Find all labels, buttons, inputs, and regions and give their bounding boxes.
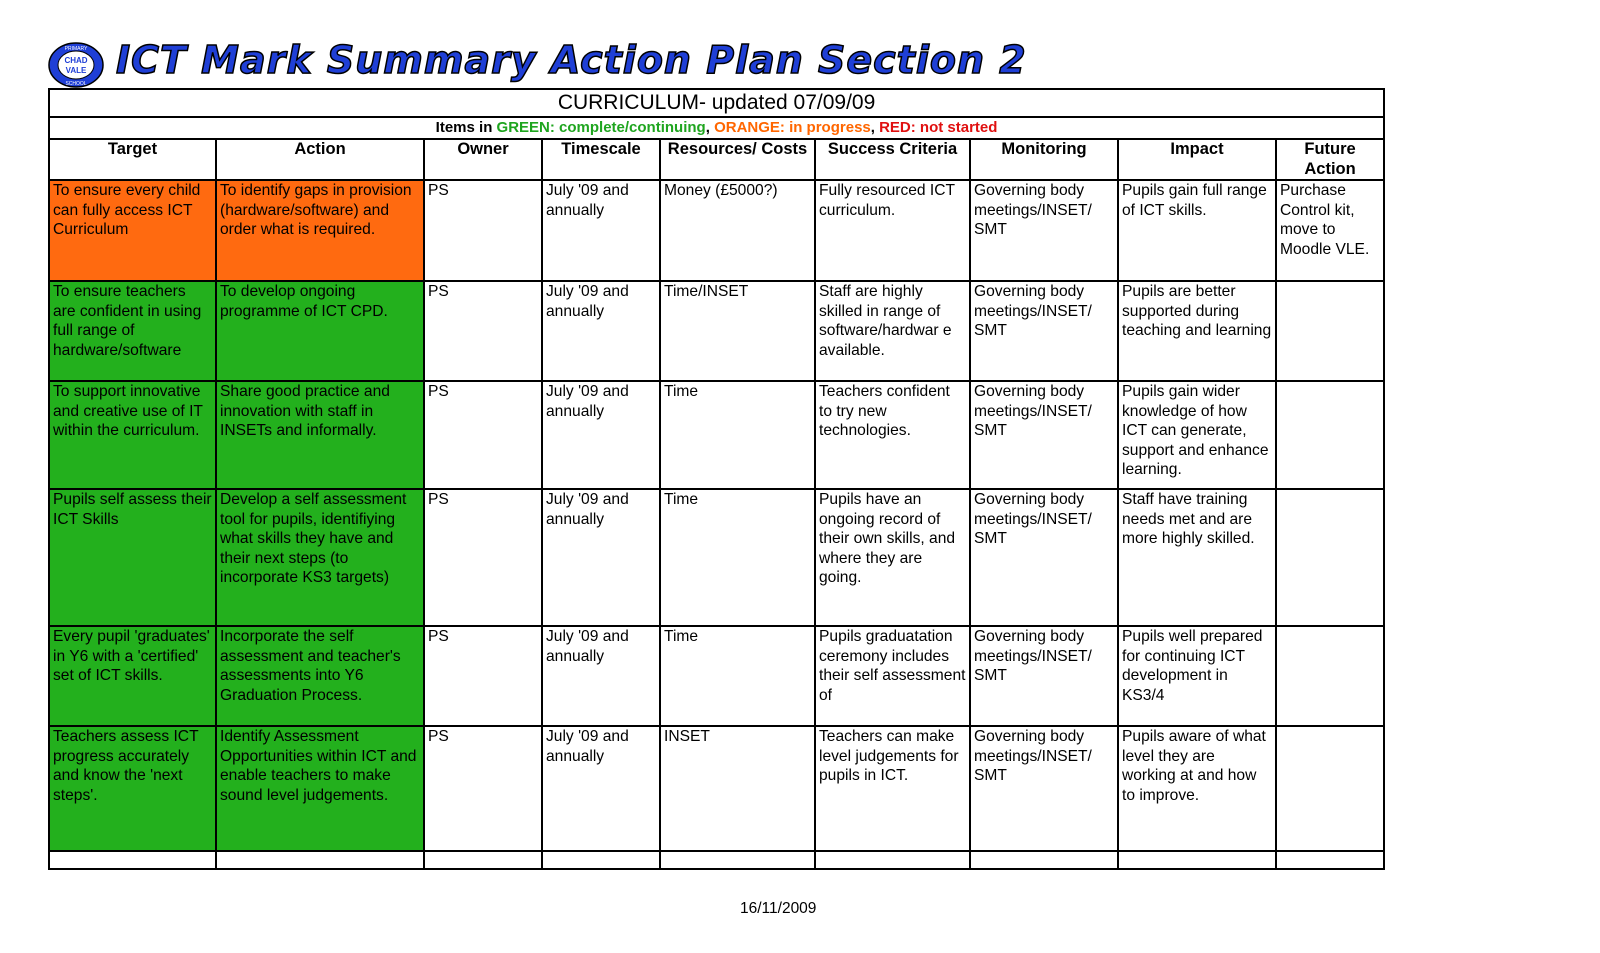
legend-green: GREEN: complete/continuing bbox=[496, 119, 706, 136]
owner-cell: PS bbox=[424, 381, 542, 489]
empty-cell bbox=[424, 851, 542, 869]
target-cell: Every pupil 'graduates' in Y6 with a 'certified' set of ICT skills. bbox=[49, 626, 216, 726]
future-action-cell bbox=[1276, 489, 1384, 626]
impact-cell: Pupils are better supported during teaching and learning bbox=[1118, 281, 1276, 381]
section-title: CURRICULUM- updated 07/09/09 bbox=[49, 89, 1384, 117]
resources-cell: Time/INSET bbox=[660, 281, 815, 381]
table-row bbox=[49, 180, 1384, 281]
target-cell: To ensure teachers are confident in using full range of hardware/software bbox=[49, 281, 216, 381]
target-cell: To ensure every child can fully access ICT Curriculum bbox=[49, 180, 216, 281]
header-row bbox=[49, 139, 1384, 180]
resources-cell: Time bbox=[660, 489, 815, 626]
future-action-cell bbox=[1276, 381, 1384, 489]
action-cell: Identify Assessment Opportunities within ICT and enable teachers to make sound level judgements. bbox=[216, 726, 424, 851]
resources-cell: Time bbox=[660, 626, 815, 726]
header-future-action: Future Action bbox=[1276, 139, 1384, 180]
impact-cell: Pupils gain wider knowledge of how ICT can generate, support and enhance learning. bbox=[1118, 381, 1276, 489]
action-cell: To develop ongoing programme of ICT CPD. bbox=[216, 281, 424, 381]
header-resources: Resources/ Costs bbox=[660, 139, 815, 180]
logo-text-chad: CHAD bbox=[64, 56, 88, 65]
footer-date: 16/11/2009 bbox=[740, 900, 817, 917]
monitoring-cell: Governing body meetings/INSET/ SMT bbox=[970, 381, 1118, 489]
logo-text-top: PRIMARY bbox=[64, 46, 88, 52]
future-action-cell bbox=[1276, 626, 1384, 726]
empty-cell bbox=[1118, 851, 1276, 869]
timescale-cell: July '09 and annually bbox=[542, 726, 660, 851]
empty-cell bbox=[49, 851, 216, 869]
header-target: Target bbox=[49, 139, 216, 180]
timescale-cell: July '09 and annually bbox=[542, 281, 660, 381]
monitoring-cell: Governing body meetings/INSET/ SMT bbox=[970, 180, 1118, 281]
future-action-cell bbox=[1276, 281, 1384, 381]
action-cell: Share good practice and innovation with staff in INSETs and informally. bbox=[216, 381, 424, 489]
action-cell: Develop a self assessment tool for pupils, identifiying what skills they have and their next steps (to incorporate KS3 targets) bbox=[216, 489, 424, 626]
impact-cell: Staff have training needs met and are more highly skilled. bbox=[1118, 489, 1276, 626]
legend-sep-1: , bbox=[705, 119, 715, 136]
success-criteria-cell: Fully resourced ICT curriculum. bbox=[815, 180, 970, 281]
owner-cell: PS bbox=[424, 626, 542, 726]
header-timescale: Timescale bbox=[542, 139, 660, 180]
target-cell: Pupils self assess their ICT Skills bbox=[49, 489, 216, 626]
timescale-cell: July '09 and annually bbox=[542, 381, 660, 489]
target-cell: To support innovative and creative use of IT within the curriculum. bbox=[49, 381, 216, 489]
header-action: Action bbox=[216, 139, 424, 180]
empty-cell bbox=[216, 851, 424, 869]
header-impact: Impact bbox=[1118, 139, 1276, 180]
monitoring-cell: Governing body meetings/INSET/ SMT bbox=[970, 489, 1118, 626]
monitoring-cell: Governing body meetings/INSET/ SMT bbox=[970, 281, 1118, 381]
header-owner: Owner bbox=[424, 139, 542, 180]
monitoring-cell: Governing body meetings/INSET/ SMT bbox=[970, 626, 1118, 726]
owner-cell: PS bbox=[424, 281, 542, 381]
future-action-cell: Purchase Control kit, move to Moodle VLE. bbox=[1276, 180, 1384, 281]
header-monitoring: Monitoring bbox=[970, 139, 1118, 180]
action-plan-table bbox=[48, 88, 1385, 870]
empty-cell bbox=[970, 851, 1118, 869]
impact-cell: Pupils aware of what level they are working at and how to improve. bbox=[1118, 726, 1276, 851]
legend-orange: ORANGE: in progress bbox=[714, 119, 871, 136]
timescale-cell: July '09 and annually bbox=[542, 626, 660, 726]
success-criteria-cell: Teachers can make level judgements for pupils in ICT. bbox=[815, 726, 970, 851]
action-cell: Incorporate the self assessment and teacher's assessments into Y6 Graduation Process. bbox=[216, 626, 424, 726]
empty-cell bbox=[660, 851, 815, 869]
table-row bbox=[49, 726, 1384, 851]
logo-text-vale: VALE bbox=[65, 66, 87, 75]
empty-row bbox=[49, 851, 1384, 869]
timescale-cell: July '09 and annually bbox=[542, 180, 660, 281]
success-criteria-cell: Pupils have an ongoing record of their own skills, and where they are going. bbox=[815, 489, 970, 626]
empty-cell bbox=[815, 851, 970, 869]
monitoring-cell: Governing body meetings/INSET/ SMT bbox=[970, 726, 1118, 851]
status-legend bbox=[49, 117, 1384, 139]
action-cell: To identify gaps in provision (hardware/software) and order what is required. bbox=[216, 180, 424, 281]
empty-cell bbox=[1276, 851, 1384, 869]
success-criteria-cell: Staff are highly skilled in range of software/hardwar e available. bbox=[815, 281, 970, 381]
target-cell: Teachers assess ICT progress accurately and know the 'next steps'. bbox=[49, 726, 216, 851]
table-row bbox=[49, 489, 1384, 626]
legend-sep-2: , bbox=[870, 119, 880, 136]
table-row bbox=[49, 381, 1384, 489]
school-logo bbox=[48, 42, 104, 88]
owner-cell: PS bbox=[424, 180, 542, 281]
logo-text-bottom: SCHOOL bbox=[65, 81, 87, 87]
page-title: ICT Mark Summary Action Plan Section 2 bbox=[116, 38, 1027, 82]
resources-cell: Money (£5000?) bbox=[660, 180, 815, 281]
legend-red: RED: not started bbox=[879, 119, 998, 136]
table-row bbox=[49, 626, 1384, 726]
header-success-criteria: Success Criteria bbox=[815, 139, 970, 180]
owner-cell: PS bbox=[424, 726, 542, 851]
impact-cell: Pupils gain full range of ICT skills. bbox=[1118, 180, 1276, 281]
legend-prefix: Items in bbox=[435, 119, 497, 136]
success-criteria-cell: Pupils graduatation ceremony includes their self assessment of bbox=[815, 626, 970, 726]
empty-cell bbox=[542, 851, 660, 869]
resources-cell: Time bbox=[660, 381, 815, 489]
resources-cell: INSET bbox=[660, 726, 815, 851]
owner-cell: PS bbox=[424, 489, 542, 626]
success-criteria-cell: Teachers confident to try new technologies. bbox=[815, 381, 970, 489]
impact-cell: Pupils well prepared for continuing ICT development in KS3/4 bbox=[1118, 626, 1276, 726]
timescale-cell: July '09 and annually bbox=[542, 489, 660, 626]
future-action-cell bbox=[1276, 726, 1384, 851]
table-row bbox=[49, 281, 1384, 381]
